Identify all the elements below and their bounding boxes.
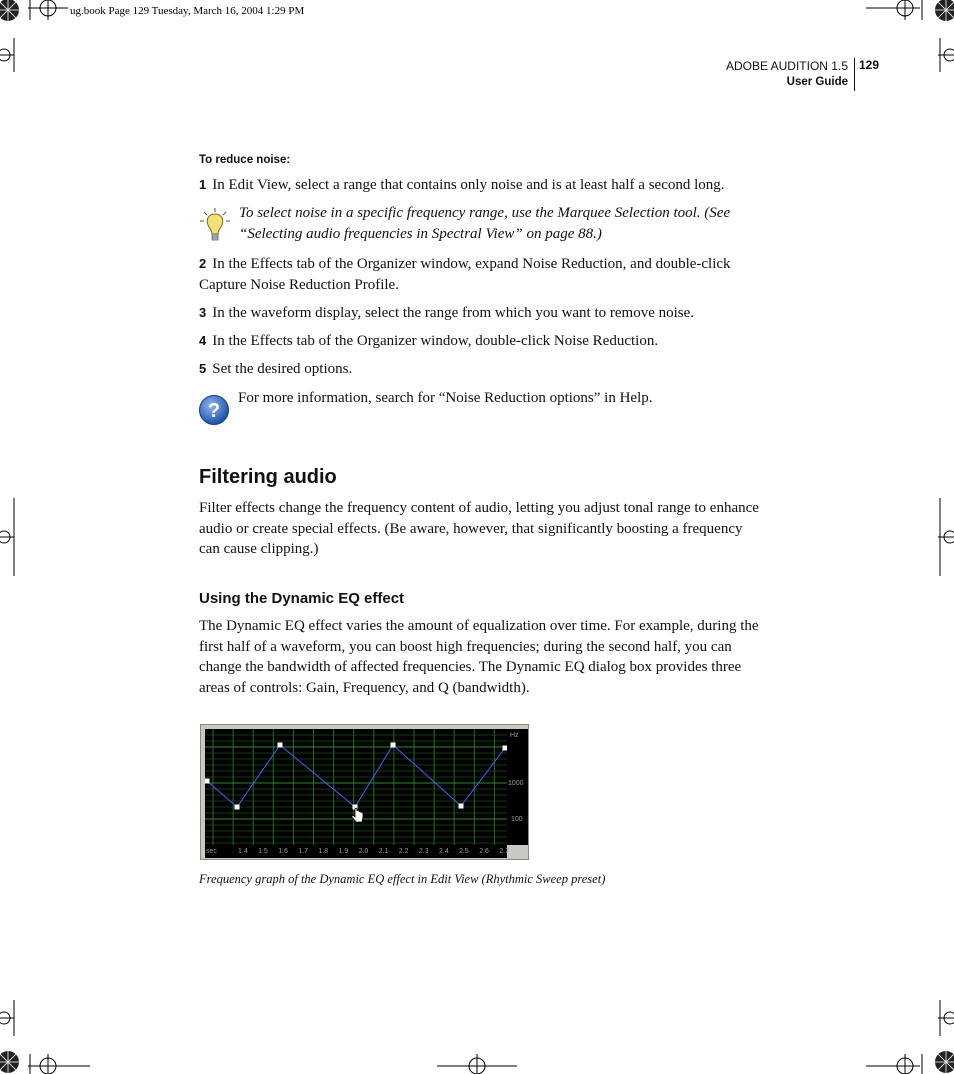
step-number: 1	[199, 177, 207, 192]
help-text: For more information, search for “Noise Reduction options” in Help.	[238, 390, 653, 406]
time-tick-label: 2.1	[378, 848, 389, 855]
step-4	[199, 331, 759, 352]
time-tick-label: 1.5	[258, 848, 268, 855]
time-unit-label: sec	[206, 848, 217, 855]
time-axis	[205, 845, 510, 858]
step-5	[199, 359, 759, 380]
step-text: In the Effects tab of the Organizer window, expand Noise Reduction, and double-click Capture Noise Reduction Profile.	[199, 256, 731, 293]
page-number: 129	[859, 58, 880, 72]
time-tick-label: 2.3	[418, 848, 429, 855]
subsection-body: The Dynamic EQ effect varies the amount of equalization over time. For example, during the first half of a waveform, you can boost high frequencies; during the second half, you can change the bandwidth of affected frequencies. The Dynamic EQ dialog box provides three areas of controls: Gain, Frequency, and Q (bandwidth).	[199, 618, 759, 696]
step-2	[199, 254, 759, 295]
time-tick-label: 2.5	[459, 848, 469, 855]
step-number: 5	[199, 361, 207, 376]
subsection-title: Using the Dynamic EQ effect	[199, 590, 405, 607]
header-rule	[854, 58, 855, 91]
frequency-tick-1000: 1000	[508, 780, 524, 787]
step-number: 2	[199, 256, 207, 271]
help-icon	[199, 394, 231, 426]
step-number: 3	[199, 305, 207, 320]
eq-control-point[interactable]	[278, 743, 283, 748]
frequency-graph[interactable]	[205, 729, 507, 845]
step-text: In the Effects tab of the Organizer window, double-click Noise Reduction.	[212, 333, 659, 349]
time-tick-label: 2.7	[499, 848, 510, 855]
eq-control-point[interactable]	[459, 804, 464, 809]
time-tick-label: 1.7	[298, 848, 309, 855]
time-tick-label: 2.0	[358, 848, 369, 855]
time-tick-label: 2.6	[479, 848, 489, 855]
frequency-unit-label: Hz	[510, 732, 519, 739]
print-slug: ug.book Page 129 Tuesday, March 16, 2004 1:29 PM	[70, 5, 305, 17]
step-text: In the waveform display, select the range from which you want to remove noise.	[212, 305, 695, 321]
section-title: Filtering audio	[199, 466, 337, 488]
time-tick-label: 2.4	[439, 848, 449, 855]
step-3	[199, 303, 759, 324]
running-head	[726, 58, 848, 90]
eq-control-point[interactable]	[391, 743, 396, 748]
eq-curve	[207, 745, 505, 807]
step-number: 4	[199, 333, 207, 348]
eq-control-points	[205, 743, 507, 810]
tip-text: To select noise in a specific frequency range, use the Marquee Selection tool. (See “Selecting audio frequencies in Spectral View” on page 88.)	[239, 205, 731, 242]
step-1	[199, 175, 759, 196]
procedure-heading: To reduce noise:	[199, 154, 291, 166]
product-name: ADOBE AUDITION 1.5	[725, 59, 848, 73]
time-tick-label: 1.6	[278, 848, 288, 855]
eq-control-point[interactable]	[205, 779, 210, 784]
time-tick-label: 1.9	[338, 848, 349, 855]
eq-control-point[interactable]	[235, 805, 240, 810]
time-tick-label: 1.8	[318, 848, 329, 855]
step-text: In Edit View, select a range that contains only noise and is at least half a second long.	[212, 177, 725, 193]
section-body: Filter effects change the frequency content of audio, letting you adjust tonal range to enhance audio or create special effects. (Be aware, however, that significantly boosting a frequency can cause clipping.)	[199, 500, 759, 557]
time-tick-label: 2.2	[398, 848, 409, 855]
frequency-axis	[507, 729, 528, 845]
time-tick-label: 1.4	[238, 848, 248, 855]
guide-name: User Guide	[786, 76, 848, 88]
frequency-tick-100: 100	[511, 816, 523, 823]
dynamic-eq-graph-figure	[200, 724, 529, 860]
frequency-graph-plot	[205, 729, 507, 845]
svg-text:?: ?	[207, 400, 221, 422]
figure-caption: Frequency graph of the Dynamic EQ effect in Edit View (Rhythmic Sweep preset)	[199, 872, 606, 886]
lightbulb-icon	[200, 207, 232, 245]
step-text: Set the desired options.	[212, 361, 353, 377]
